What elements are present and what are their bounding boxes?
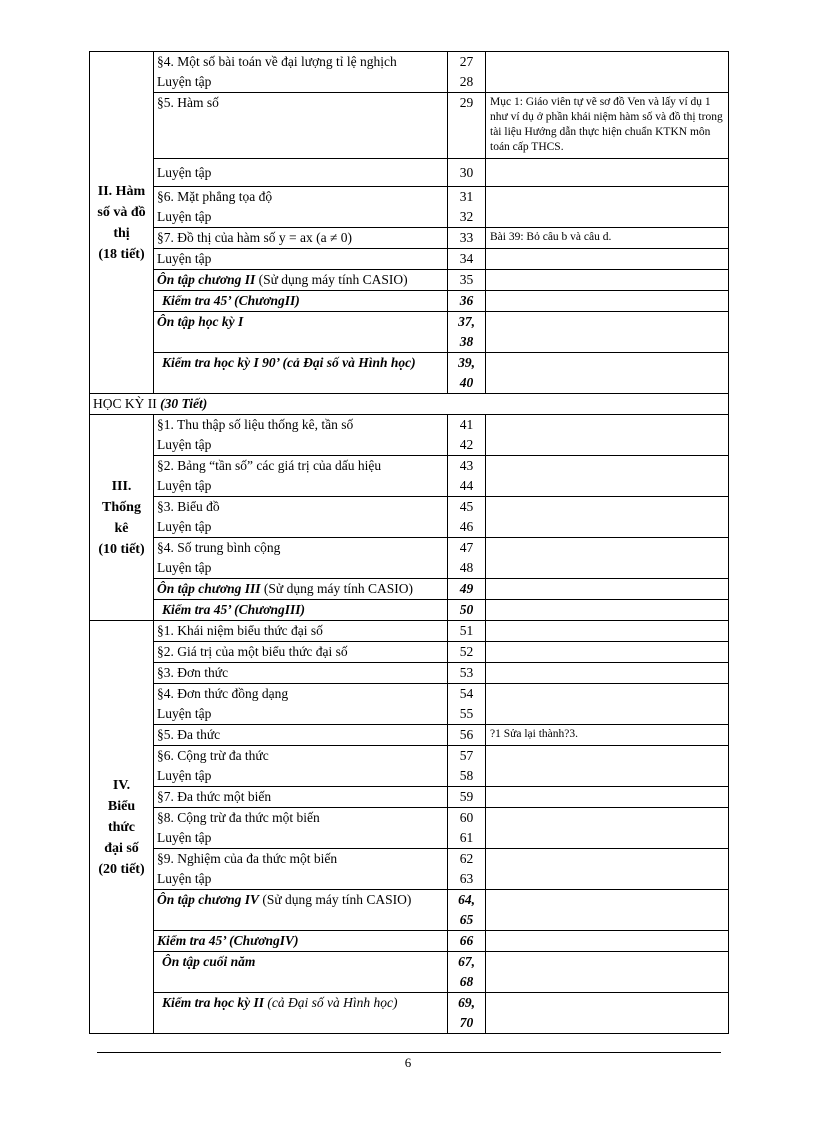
table-row [90, 228, 729, 249]
table-row [90, 159, 729, 187]
table-row [90, 187, 729, 228]
chapter-3-label: III. Thống kê (10 tiết) [90, 415, 154, 621]
table-row [90, 415, 729, 456]
table-row [90, 808, 729, 849]
lesson-cell: §7. Đa thức một biến [154, 787, 448, 808]
note-cell [486, 415, 729, 456]
period-cell: 51 [448, 621, 486, 642]
lesson-cell: §7. Đồ thị của hàm số y = ax (a ≠ 0) [154, 228, 448, 249]
footer-rule [97, 1052, 721, 1053]
table-row [90, 538, 729, 579]
note-cell [486, 456, 729, 497]
note-cell [486, 52, 729, 93]
lesson-cell: §2. Bảng “tần số” các giá trị của dấu hiệu Luyện tập [154, 456, 448, 497]
period-cell: 27 28 [448, 52, 486, 93]
note-cell: ?1 Sửa lại thành?3. [486, 725, 729, 746]
period-cell: 39, 40 [448, 353, 486, 394]
table-row [90, 291, 729, 312]
note-cell [486, 579, 729, 600]
note-cell [486, 890, 729, 931]
period-cell: 36 [448, 291, 486, 312]
note-cell [486, 746, 729, 787]
note-cell [486, 931, 729, 952]
table-row [90, 93, 729, 159]
table-row [90, 600, 729, 621]
period-cell: 57 58 [448, 746, 486, 787]
table-row [90, 52, 729, 93]
period-cell: 47 48 [448, 538, 486, 579]
table-row [90, 642, 729, 663]
lesson-cell: §8. Cộng trừ đa thức một biến Luyện tập [154, 808, 448, 849]
note-cell [486, 684, 729, 725]
period-cell: 45 46 [448, 497, 486, 538]
period-cell: 66 [448, 931, 486, 952]
table-row [90, 890, 729, 931]
lesson-cell: Ôn tập học kỳ I [154, 312, 448, 353]
note-cell [486, 621, 729, 642]
table-row [90, 663, 729, 684]
table-row [90, 746, 729, 787]
note-cell [486, 600, 729, 621]
lesson-cell: Kiểm tra 45’ (ChươngIII) [154, 600, 448, 621]
lesson-cell: Ôn tập chương III (Sử dụng máy tính CASIO) [154, 579, 448, 600]
lesson-cell: §1. Thu thập số liệu thống kê, tần số Luyện tập [154, 415, 448, 456]
period-cell: 30 [448, 159, 486, 187]
lesson-cell: Kiểm tra 45’ (ChươngII) [154, 291, 448, 312]
note-cell [486, 808, 729, 849]
note-cell [486, 312, 729, 353]
lesson-cell: §3. Đơn thức [154, 663, 448, 684]
lesson-cell: §9. Nghiệm của đa thức một biến Luyện tập [154, 849, 448, 890]
period-cell: 33 [448, 228, 486, 249]
note-cell [486, 187, 729, 228]
period-cell: 37, 38 [448, 312, 486, 353]
lesson-cell: §5. Hàm số [154, 93, 448, 159]
period-cell: 56 [448, 725, 486, 746]
lesson-cell: §4. Một số bài toán về đại lượng tỉ lệ nghịch Luyện tập [154, 52, 448, 93]
lesson-cell: §2. Giá trị của một biểu thức đại số [154, 642, 448, 663]
lesson-cell: Luyện tập [154, 159, 448, 187]
period-cell: 50 [448, 600, 486, 621]
table-row [90, 931, 729, 952]
lesson-cell: §5. Đa thức [154, 725, 448, 746]
table-row [90, 684, 729, 725]
lesson-cell: Kiểm tra học kỳ I 90’ (cả Đại số và Hình học) [154, 353, 448, 394]
lesson-cell: §4. Đơn thức đồng dạng Luyện tập [154, 684, 448, 725]
chapter-4-label: IV. Biểu thức đại số (20 tiết) [90, 621, 154, 1034]
table-row [90, 353, 729, 394]
table-row [90, 270, 729, 291]
lesson-cell: Ôn tập chương IV (Sử dụng máy tính CASIO) [154, 890, 448, 931]
note-cell [486, 353, 729, 394]
period-cell: 59 [448, 787, 486, 808]
note-cell [486, 497, 729, 538]
period-cell: 35 [448, 270, 486, 291]
lesson-cell: §6. Cộng trừ đa thức Luyện tập [154, 746, 448, 787]
note-cell [486, 291, 729, 312]
note-cell [486, 249, 729, 270]
note-cell [486, 270, 729, 291]
period-cell: 34 [448, 249, 486, 270]
table-row [90, 579, 729, 600]
note-cell [486, 538, 729, 579]
period-cell: 41 42 [448, 415, 486, 456]
lesson-cell: Luyện tập [154, 249, 448, 270]
table-row [90, 249, 729, 270]
lesson-cell: Ôn tập chương II (Sử dụng máy tính CASIO) [154, 270, 448, 291]
note-cell: Mục 1: Giáo viên tự vẽ sơ đồ Ven và lấy ví dụ 1 như ví dụ ở phần khái niệm hàm số và đồ thị trong tài liệu Hướng dẫn thực hiện chuẩn KTKN môn toán cấp THCS. [486, 93, 729, 159]
note-cell [486, 849, 729, 890]
note-cell [486, 159, 729, 187]
page-number: 6 [404, 1055, 412, 1070]
table-row [90, 993, 729, 1034]
syllabus-table [89, 51, 729, 1034]
lesson-cell: §4. Số trung bình cộng Luyện tập [154, 538, 448, 579]
lesson-cell: Kiểm tra học kỳ II (cả Đại số và Hình học) [154, 993, 448, 1034]
table-row [90, 849, 729, 890]
lesson-cell: §6. Mặt phẳng tọa độ Luyện tập [154, 187, 448, 228]
lesson-cell: Kiểm tra 45’ (ChươngIV) [154, 931, 448, 952]
period-cell: 29 [448, 93, 486, 159]
semester-2-heading: HỌC KỲ II (30 Tiết) [90, 394, 729, 415]
period-cell: 31 32 [448, 187, 486, 228]
note-cell: Bài 39: Bỏ câu b và câu d. [486, 228, 729, 249]
lesson-cell: §1. Khái niệm biểu thức đại số [154, 621, 448, 642]
note-cell [486, 952, 729, 993]
period-cell: 52 [448, 642, 486, 663]
period-cell: 49 [448, 579, 486, 600]
note-cell [486, 787, 729, 808]
note-cell [486, 663, 729, 684]
period-cell: 60 61 [448, 808, 486, 849]
semester-2-row [90, 394, 729, 415]
period-cell: 67, 68 [448, 952, 486, 993]
period-cell: 69, 70 [448, 993, 486, 1034]
table-row [90, 952, 729, 993]
table-row [90, 497, 729, 538]
table-row [90, 787, 729, 808]
table-row [90, 621, 729, 642]
note-cell [486, 642, 729, 663]
table-row [90, 456, 729, 497]
period-cell: 62 63 [448, 849, 486, 890]
period-cell: 43 44 [448, 456, 486, 497]
period-cell: 54 55 [448, 684, 486, 725]
chapter-2-label: II. Hàm số và đồ thị (18 tiết) [90, 52, 154, 394]
note-cell [486, 993, 729, 1034]
table-row [90, 725, 729, 746]
period-cell: 53 [448, 663, 486, 684]
table-row [90, 312, 729, 353]
lesson-cell: §3. Biểu đồ Luyện tập [154, 497, 448, 538]
period-cell: 64, 65 [448, 890, 486, 931]
lesson-cell: Ôn tập cuối năm [154, 952, 448, 993]
